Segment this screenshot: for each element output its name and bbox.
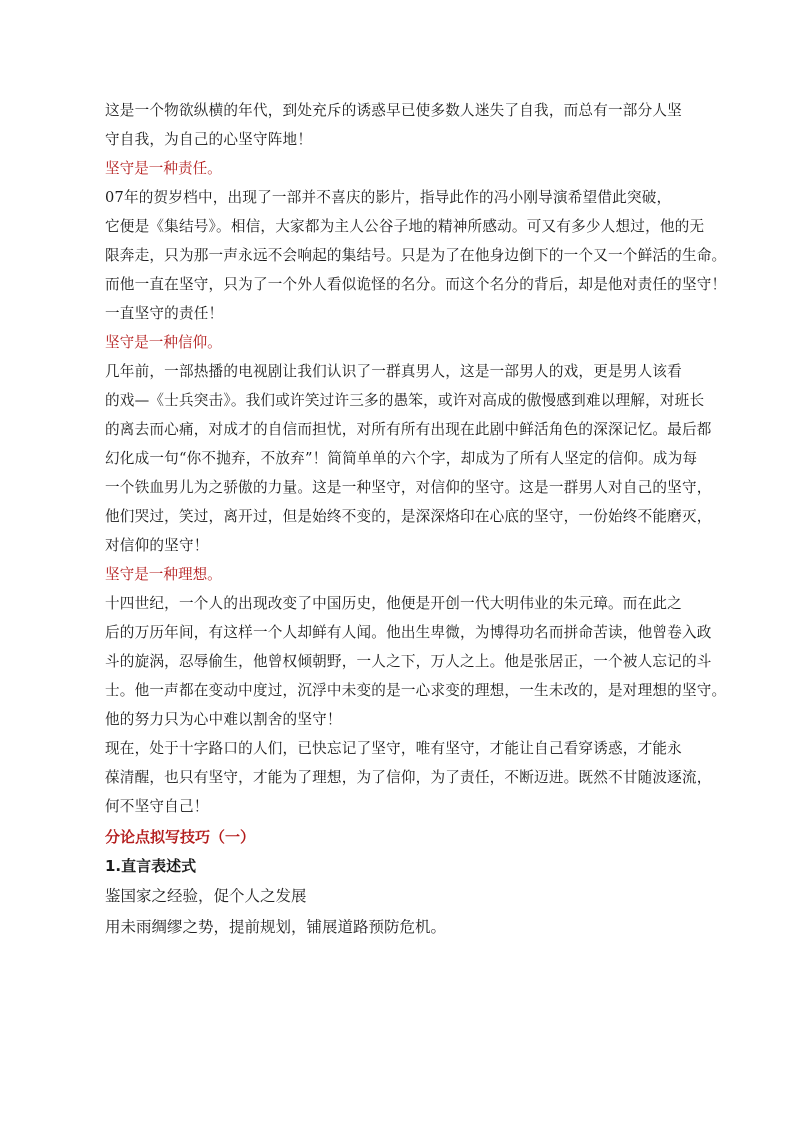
section-heading-belief: 坚守是一种信仰。 — [105, 334, 222, 351]
section-paragraph-ideal — [105, 589, 731, 734]
text-line: 对信仰的坚守！ — [105, 537, 209, 554]
text-line: 限奔走，只为那一声永远不会响起的集结号。只是为了在他身边倒下的一个又一个鲜活的生命。 — [105, 247, 727, 264]
text-line: 一个铁血男儿为之骄傲的力量。这是一种坚守，对信仰的坚守。这是一群男人对自己的坚守， — [105, 479, 712, 496]
technique-title: 分论点拟写技巧（一） — [105, 828, 256, 846]
intro-paragraph — [105, 96, 731, 154]
text-line: 何不坚守自己！ — [105, 798, 209, 815]
text-line: 几年前，一部热播的电视剧让我们认识了一群真男人，这是一部男人的戏，更是男人该看 — [105, 363, 682, 380]
technique-subtitle: 1.直言表述式 — [105, 857, 197, 875]
text-line: 的离去而心痛，对成才的自信而担忧，对所有所有出现在此剧中鲜活角色的深深记忆。最后都 — [105, 421, 712, 438]
section-heading-responsibility: 坚守是一种责任。 — [105, 160, 222, 177]
section-paragraph-belief — [105, 357, 731, 560]
text-line: 现在，处于十字路口的人们，已快忘记了坚守，唯有坚守，才能让自己看穿诱惑，才能永 — [105, 740, 682, 757]
section-paragraph-responsibility — [105, 183, 731, 328]
text-line: 他的努力只为心中难以割舍的坚守！ — [105, 711, 342, 728]
section-heading-ideal: 坚守是一种理想。 — [105, 566, 222, 583]
technique-example-line: 鉴国家之经验，促个人之发展 — [105, 887, 307, 905]
text-line: 他们哭过，笑过，离开过，但是始终不变的，是深深烙印在心底的坚守，一份始终不能磨灭， — [105, 508, 712, 525]
text-line: 07年的贺岁档中，出现了一部并不喜庆的影片，指导此作的冯小刚导演希望借此突破， — [105, 189, 672, 206]
text-line: 这是一个物欲纵横的年代，到处充斥的诱惑早已使多数人迷失了自我，而总有一部分人坚 — [105, 102, 682, 119]
text-line: 后的万历年间，有这样一个人却鲜有人闻。他出生卑微，为博得功名而拼命苦读，他曾卷入政 — [105, 624, 712, 641]
text-line: 十四世纪，一个人的出现改变了中国历史，他便是开创一代大明伟业的朱元璋。而在此之 — [105, 595, 682, 612]
essay-page — [105, 96, 731, 943]
text-line: 而他一直在坚守，只为了一个外人看似诡怪的名分。而这个名分的背后，却是他对责任的坚守！ — [105, 276, 727, 293]
text-line: 幻化成一句“你不抛弃，不放弃”！简简单单的六个字，却成为了所有人坚定的信仰。成为每 — [105, 450, 698, 467]
text-line: 它便是《集结号》。相信，大家都为主人公谷子地的精神所感动。可又有多少人想过，他的无 — [105, 218, 705, 235]
text-line: 一直坚守的责任！ — [105, 305, 224, 322]
text-line: 守自我，为自己的心坚守阵地！ — [105, 131, 313, 148]
text-line: 葆清醒，也只有坚守，才能为了理想，为了信仰，为了责任，不断迈进。既然不甘随波逐流， — [105, 769, 712, 786]
text-line: 斗的旋涡，忍辱偷生，他曾权倾朝野，一人之下，万人之上。他是张居正，一个被人忘记的斗 — [105, 653, 712, 670]
conclusion-paragraph — [105, 734, 731, 821]
technique-example-line: 用未雨绸缪之势，提前规划，铺展道路预防危机。 — [105, 918, 447, 936]
text-line: 士。他一声都在变动中度过，沉浮中未变的是一心求变的理想，一生未改的，是对理想的坚守。 — [105, 682, 727, 699]
text-line: 的戏—《士兵突击》。我们或许笑过许三多的愚笨，或许对高成的傲慢感到难以理解，对班长 — [105, 392, 705, 409]
